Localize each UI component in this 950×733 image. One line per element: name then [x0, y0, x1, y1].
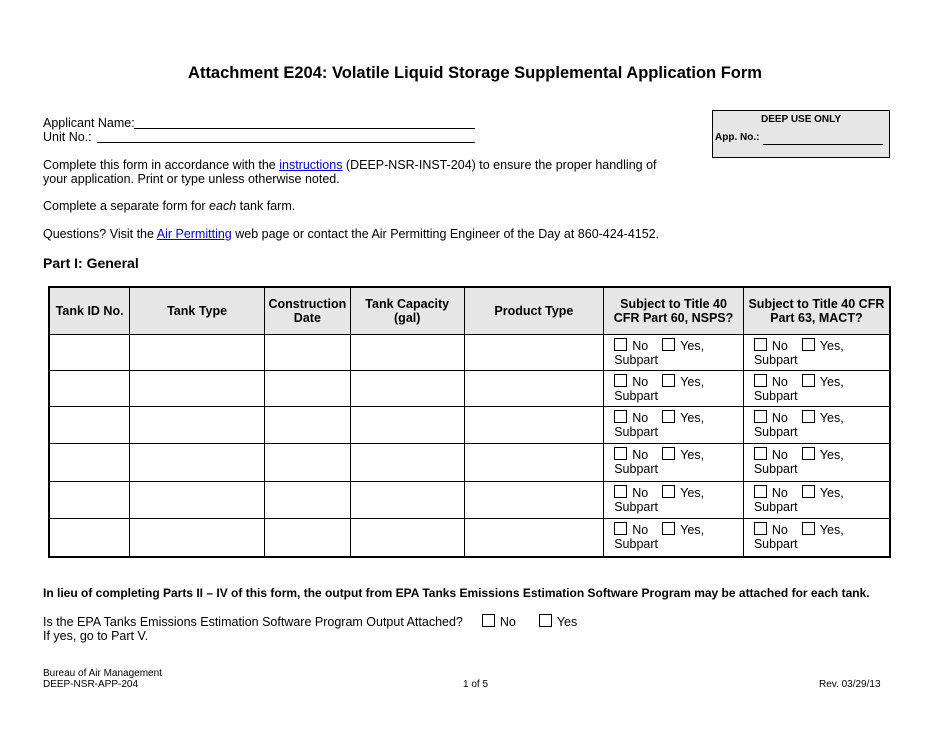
tank-capacity-input[interactable]: [350, 444, 464, 482]
product-type-input[interactable]: [464, 371, 604, 407]
no-label: No: [771, 339, 788, 353]
output-attached-no-checkbox[interactable]: [482, 614, 495, 627]
col-construction-date: Construction Date: [264, 287, 350, 335]
no-label: No: [771, 486, 788, 500]
col-tank-type: Tank Type: [130, 287, 265, 335]
intro-p1-after: (DEEP-NSR-INST-204) to ensure the proper handling of your application. Print or type unless otherwise noted.: [43, 158, 657, 186]
col-nsps: Subject to Title 40 CFR Part 60, NSPS?: [604, 287, 744, 335]
nsps-yes-option[interactable]: [662, 338, 704, 353]
construction-date-input[interactable]: [264, 407, 350, 444]
no-checkbox[interactable]: [614, 374, 627, 387]
mact-options: [744, 482, 889, 514]
product-type-input[interactable]: [464, 519, 604, 557]
product-type-input[interactable]: [464, 335, 604, 371]
yes-label: Yes,: [680, 448, 705, 462]
nsps-yes-option[interactable]: [662, 522, 704, 537]
intro-paragraph-2: [43, 199, 683, 213]
subpart-label: Subpart: [753, 462, 798, 476]
no-label: No: [771, 448, 788, 462]
no-checkbox[interactable]: [754, 485, 767, 498]
app-no-label: App. No.:: [715, 132, 760, 143]
mact-yes-option[interactable]: [802, 447, 844, 462]
subpart-label: Subpart: [753, 537, 798, 551]
tank-id-input[interactable]: [49, 482, 130, 519]
subpart-label: Subpart: [614, 425, 658, 439]
deep-use-only-box: [712, 110, 890, 158]
intro-paragraph-3: [43, 227, 743, 241]
mact-options: [744, 407, 889, 439]
epa-output-question: [43, 614, 577, 643]
col-tank-id: Tank ID No.: [49, 287, 130, 335]
yes-checkbox[interactable]: [802, 447, 815, 460]
unit-no-field[interactable]: [97, 142, 475, 143]
mact-cell: [743, 371, 890, 407]
form-title: Attachment E204: Volatile Liquid Storage Supplemental Application Form: [188, 64, 762, 82]
nsps-cell: [604, 371, 744, 407]
yes-checkbox[interactable]: [802, 522, 815, 535]
yes-label: Yes,: [819, 523, 844, 537]
applicant-name-field[interactable]: [134, 128, 475, 129]
mact-cell: [743, 519, 890, 557]
yes-label: Yes,: [819, 486, 844, 500]
yes-label: Yes,: [680, 523, 705, 537]
subpart-label: Subpart: [753, 425, 798, 439]
no-label: No: [632, 339, 649, 353]
no-checkbox[interactable]: [754, 338, 767, 351]
nsps-options: [604, 482, 743, 514]
construction-date-input[interactable]: [264, 482, 350, 519]
no-label: No: [632, 411, 649, 425]
no-checkbox[interactable]: [754, 374, 767, 387]
table-row: [49, 482, 890, 519]
mact-yes-option[interactable]: [802, 338, 844, 353]
question-yes-label: Yes: [556, 615, 578, 629]
nsps-no-option[interactable]: [614, 338, 648, 353]
yes-label: Yes,: [680, 375, 705, 389]
intro-p3-after: web page or contact the Air Permitting Engineer of the Day at 860-424-4152.: [231, 227, 660, 241]
nsps-cell: [604, 444, 744, 482]
subpart-label: Subpart: [753, 353, 798, 367]
no-checkbox[interactable]: [614, 338, 627, 351]
mact-yes-option[interactable]: [802, 485, 844, 500]
no-checkbox[interactable]: [754, 522, 767, 535]
yes-label: Yes,: [819, 411, 844, 425]
question-text: Is the EPA Tanks Emissions Estimation Software Program Output Attached?: [43, 615, 463, 629]
part-1-heading: Part I: General: [43, 255, 139, 271]
mact-yes-option[interactable]: [802, 410, 844, 425]
unit-no-label: Unit No.:: [43, 130, 92, 144]
footer-form-id: DEEP-NSR-APP-204: [43, 679, 139, 690]
construction-date-input[interactable]: [264, 444, 350, 482]
yes-label: Yes,: [819, 339, 844, 353]
mact-yes-option[interactable]: [802, 374, 844, 389]
mact-options: [744, 371, 889, 403]
nsps-no-option[interactable]: [614, 485, 648, 500]
subpart-label: Subpart: [614, 462, 658, 476]
mact-no-option[interactable]: [754, 522, 788, 537]
mact-cell: [743, 482, 890, 519]
mact-no-option[interactable]: [754, 410, 788, 425]
product-type-input[interactable]: [464, 407, 604, 444]
no-label: No: [771, 375, 788, 389]
no-label: No: [632, 375, 649, 389]
construction-date-input[interactable]: [264, 335, 350, 371]
mact-options: [744, 444, 889, 476]
subpart-label: Subpart: [614, 389, 658, 403]
app-no-field: [763, 144, 883, 145]
applicant-name-label: Applicant Name:: [43, 116, 135, 130]
intro-p2-emphasis: each: [209, 199, 237, 213]
mact-no-option[interactable]: [754, 485, 788, 500]
yes-label: Yes,: [680, 339, 705, 353]
tank-type-input[interactable]: [130, 407, 265, 444]
intro-paragraph-1: [43, 158, 683, 186]
intro-p1-before: Complete this form in accordance with the: [43, 158, 280, 172]
intro-p3-before: Questions? Visit the: [43, 227, 157, 241]
no-checkbox[interactable]: [614, 447, 627, 460]
yes-label: Yes,: [819, 375, 844, 389]
table-row: [49, 519, 890, 557]
nsps-yes-option[interactable]: [662, 485, 704, 500]
subpart-label: Subpart: [614, 537, 658, 551]
nsps-yes-option[interactable]: [662, 447, 704, 462]
table-row: [49, 407, 890, 444]
col-mact: Subject to Title 40 CFR Part 63, MACT?: [743, 287, 890, 335]
instructions-link[interactable]: instructions: [279, 158, 343, 172]
mact-no-option[interactable]: [754, 447, 788, 462]
no-label: No: [632, 523, 649, 537]
yes-label: Yes,: [819, 448, 844, 462]
table-header-row: [49, 287, 890, 335]
col-product-type: Product Type: [464, 287, 604, 335]
footer-revision: Rev. 03/29/13: [819, 679, 881, 690]
nsps-cell: [604, 519, 744, 557]
subpart-label: Subpart: [614, 353, 658, 367]
nsps-options: [604, 444, 743, 476]
tank-type-input[interactable]: [130, 444, 265, 482]
tank-id-input[interactable]: [49, 407, 130, 444]
footer-bureau: Bureau of Air Management: [43, 668, 162, 679]
no-label: No: [632, 448, 649, 462]
no-checkbox[interactable]: [614, 410, 627, 423]
yes-checkbox[interactable]: [662, 374, 675, 387]
mact-yes-option[interactable]: [802, 522, 844, 537]
subpart-label: Subpart: [753, 500, 798, 514]
tank-capacity-input[interactable]: [350, 482, 464, 519]
nsps-no-option[interactable]: [614, 522, 648, 537]
nsps-yes-option[interactable]: [662, 374, 704, 389]
product-type-input[interactable]: [464, 482, 604, 519]
tank-id-input[interactable]: [49, 444, 130, 482]
tank-id-input[interactable]: [49, 335, 130, 371]
mact-no-option[interactable]: [754, 374, 788, 389]
footer-page-number: 1 of 5: [463, 679, 489, 690]
tank-capacity-input[interactable]: [350, 407, 464, 444]
yes-checkbox[interactable]: [802, 485, 815, 498]
air-permitting-link[interactable]: Air Permitting: [156, 227, 232, 241]
no-checkbox[interactable]: [614, 522, 627, 535]
intro-p2-after: tank farm.: [236, 199, 296, 213]
yes-label: Yes,: [680, 486, 705, 500]
tank-type-input[interactable]: [130, 335, 265, 371]
tank-id-input[interactable]: [49, 371, 130, 407]
no-checkbox[interactable]: [754, 447, 767, 460]
tank-capacity-input[interactable]: [350, 335, 464, 371]
yes-checkbox[interactable]: [662, 338, 675, 351]
yes-checkbox[interactable]: [802, 410, 815, 423]
mact-options: [744, 335, 889, 367]
nsps-options: [604, 519, 743, 551]
nsps-yes-option[interactable]: [662, 410, 704, 425]
yes-checkbox[interactable]: [662, 485, 675, 498]
nsps-options: [604, 335, 743, 367]
construction-date-input[interactable]: [264, 519, 350, 557]
product-type-input[interactable]: [464, 444, 604, 482]
nsps-no-option[interactable]: [614, 447, 648, 462]
tank-type-input[interactable]: [130, 482, 265, 519]
tank-table: [48, 286, 891, 558]
tank-id-input[interactable]: [49, 519, 130, 557]
no-label: No: [771, 411, 788, 425]
nsps-no-option[interactable]: [614, 410, 648, 425]
nsps-options: [604, 407, 743, 439]
table-row: [49, 335, 890, 371]
mact-options: [744, 519, 889, 551]
table-row: [49, 371, 890, 407]
nsps-options: [604, 371, 743, 403]
yes-checkbox[interactable]: [802, 374, 815, 387]
subpart-label: Subpart: [614, 500, 658, 514]
no-label: No: [771, 523, 788, 537]
output-attached-yes-checkbox[interactable]: [539, 614, 552, 627]
question-no-label: No: [499, 615, 516, 629]
deep-use-only-header: DEEP USE ONLY: [760, 114, 842, 125]
yes-checkbox[interactable]: [802, 338, 815, 351]
yes-label: Yes,: [680, 411, 705, 425]
mact-no-option[interactable]: [754, 338, 788, 353]
tank-type-input[interactable]: [130, 519, 265, 557]
no-checkbox[interactable]: [754, 410, 767, 423]
col-tank-capacity: Tank Capacity (gal): [350, 287, 464, 335]
no-label: No: [632, 486, 649, 500]
yes-checkbox[interactable]: [662, 522, 675, 535]
table-row: [49, 444, 890, 482]
mact-cell: [743, 335, 890, 371]
epa-tanks-note: In lieu of completing Parts II – IV of this form, the output from EPA Tanks Emissions Estimation Software Program may be attached for each tank.: [43, 586, 870, 600]
no-checkbox[interactable]: [614, 485, 627, 498]
nsps-no-option[interactable]: [614, 374, 648, 389]
mact-cell: [743, 444, 890, 482]
subpart-label: Subpart: [753, 389, 798, 403]
construction-date-input[interactable]: [264, 371, 350, 407]
tank-capacity-input[interactable]: [350, 519, 464, 557]
tank-type-input[interactable]: [130, 371, 265, 407]
question-follow-up: If yes, go to Part V.: [43, 629, 149, 643]
yes-checkbox[interactable]: [662, 447, 675, 460]
tank-capacity-input[interactable]: [350, 371, 464, 407]
nsps-cell: [604, 335, 744, 371]
yes-checkbox[interactable]: [662, 410, 675, 423]
intro-p2-before: Complete a separate form for: [43, 199, 210, 213]
nsps-cell: [604, 407, 744, 444]
nsps-cell: [604, 482, 744, 519]
mact-cell: [743, 407, 890, 444]
